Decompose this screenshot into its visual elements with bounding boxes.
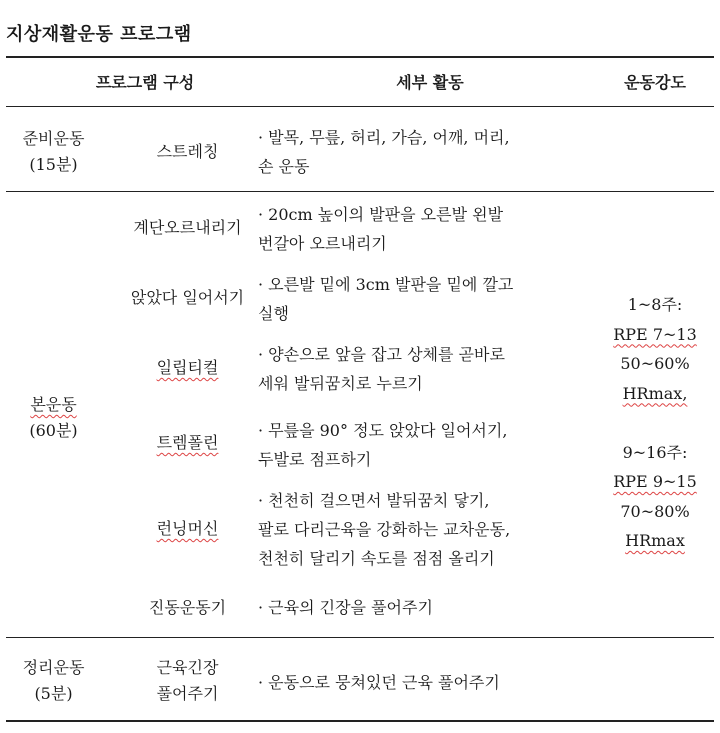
phase-name: 준비운동 [22,129,85,148]
intensity-line [600,467,710,497]
intensity-line-text: HRmax, [622,383,688,403]
intensity-line: 50~60% [620,354,690,373]
header-intensity: 운동강도 [624,73,686,92]
intensity-line [600,408,710,438]
intensity-line-text: RPE 7~13 [613,324,697,344]
phase-name: 정리운동 [22,658,85,677]
item-name: 앉았다 일어서기 [130,288,245,307]
phase-main [6,392,101,444]
item-detail: · 운동으로 뭉쳐있던 근육 풀어주기 [258,673,500,692]
item-name [110,516,265,542]
item-name: 스트레칭 [156,142,219,161]
header-composition: 프로그램 구성 [95,73,195,92]
phase-duration: (60분) [29,421,78,440]
table-title: 지상재활운동 프로그램 [6,24,192,45]
section-rule [6,191,714,192]
phase-duration: (5분) [34,684,73,703]
item-detail: · 발목, 무릎, 허리, 가슴, 어깨, 머리, 손 운동 [258,128,510,176]
section-rule [6,637,714,638]
intensity-line: 1~8주: [627,295,683,314]
item-name [110,430,265,456]
item-detail: · 천천히 걸으면서 발뒤꿈치 닿기, 팔로 다리근육을 강화하는 교차운동, 천천히 달리기 속도를 점점 올리기 [258,491,511,568]
header-rule [6,106,714,107]
item-detail: · 20cm 높이의 발판을 오른발 왼발 번갈아 오르내리기 [258,205,504,253]
item-detail: · 오른발 밑에 3cm 발판을 밑에 깔고 실행 [258,275,514,323]
intensity-column [600,290,710,556]
item-name-text: 일립티컬 [156,358,219,377]
bottom-rule [6,720,714,722]
intensity-line: 9~16주: [622,442,688,462]
intensity-line-text: RPE 9~15 [613,472,697,491]
item-detail: · 양손으로 앞을 잡고 상체를 곧바로 세워 발뒤꿈치로 누르기 [258,345,505,393]
item-detail: · 무릎을 90° 정도 앉았다 일어서기, 두발로 점프하기 [258,421,508,469]
phase-duration: (15분) [29,155,78,174]
intensity-line-text: HRmax [625,531,685,550]
phase-warmup [6,126,101,178]
top-rule [6,56,714,58]
item-detail: · 근육의 긴장을 풀어주기 [258,598,433,617]
item-name: 근육긴장 풀어주기 [156,658,219,703]
header-activity: 세부 활동 [396,73,464,92]
intensity-line [600,526,710,556]
intensity-line [600,379,710,409]
item-name: 계단오르내리기 [133,218,242,237]
item-name [110,355,265,381]
phase-name: 본운동 [30,395,77,414]
item-name-text: 런닝머신 [156,519,219,538]
intensity-line [600,320,710,350]
intensity-line: 70~80% [620,501,690,521]
item-name: 진동운동기 [148,598,227,617]
item-name-text: 트렘폴린 [156,433,219,452]
phase-cooldown [6,655,101,707]
